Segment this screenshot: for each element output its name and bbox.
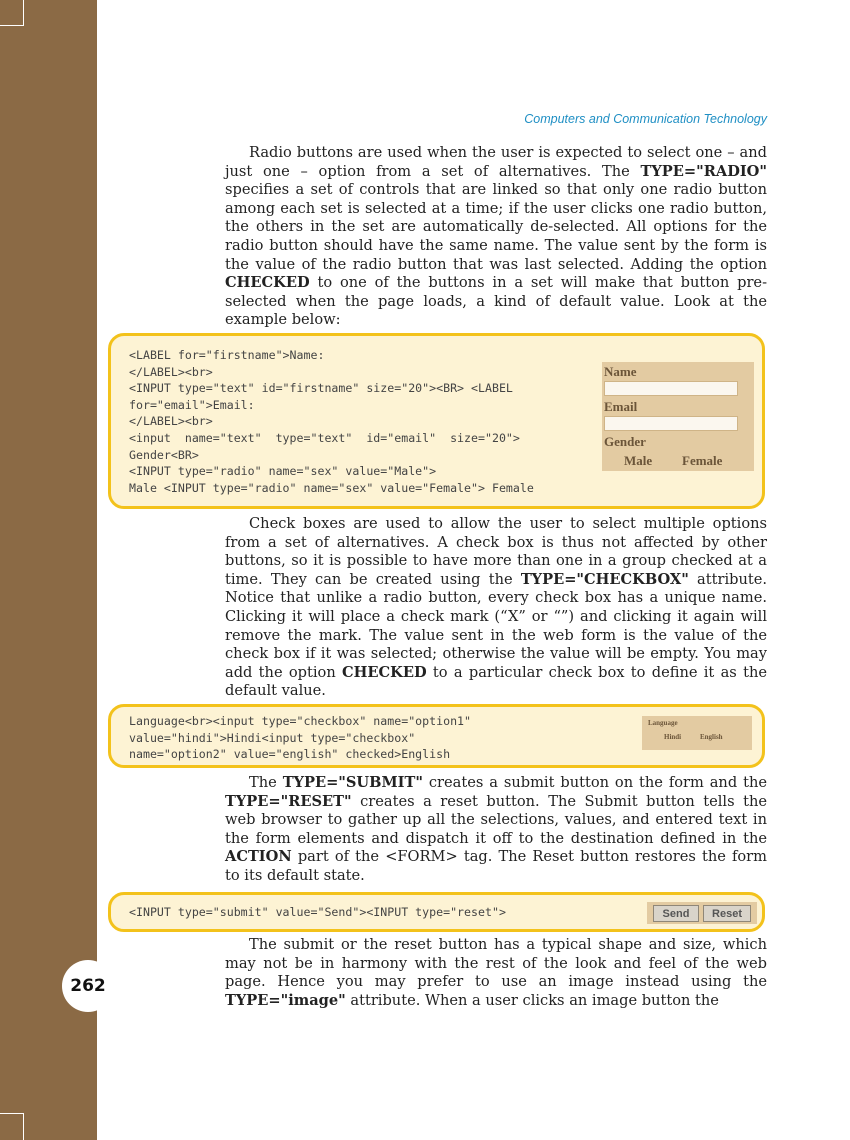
- english-option: English: [700, 733, 723, 741]
- language-label: Language: [648, 719, 678, 727]
- paragraph-submit-reset: The TYPE="SUBMIT" creates a submit button on the form and the TYPE="RESET" creates a reset button. The Submit button tells the web browser to gather up all the selections, values, and entered text in the form elements and dispatch it off to the destination defined in the ACTION part of the <FORM> tag. The Reset button restores the form to its default state.: [225, 774, 767, 884]
- send-button-preview: Send: [653, 905, 699, 922]
- paragraph-radio-buttons: Radio buttons are used when the user is expected to select one – and just one – option from a set of alternatives. The TYPE="RADIO" specifies a set of controls that are linked so that only one radio button among each set is selected at a time; if the user clicks one radio button, the others in the set are automatically de-selected. All options for the radio button should have the same name. The value sent by the form is the value of the radio button that was last selected. Adding the option CHECKED to one of the buttons in a set will make that button pre-selected when the page loads, a kind of default value. Look at the example below:: [225, 144, 767, 329]
- gender-label: Gender: [604, 434, 646, 449]
- checkbox-preview-image: [642, 716, 752, 750]
- code-listing: <LABEL for="firstname">Name: </LABEL><br> <INPUT type="text" id="firstname" size="20"><BR> <LABEL for="email">Email: </LABEL><br> <input name="text" type="text" id="email" size="20"> Gender<BR> <INPUT type="radio" name="sex" value="Male"> Male <INPUT type="radio" name="sex" value="Female"> Female: [129, 348, 534, 495]
- running-header: Computers and Communication Technology: [524, 112, 767, 126]
- buttons-preview-image: [647, 902, 757, 924]
- email-label: Email: [604, 399, 638, 414]
- code-example-radio: [108, 333, 765, 509]
- hindi-option: Hindi: [664, 733, 682, 741]
- male-option: Male: [624, 453, 653, 468]
- email-field: [604, 416, 738, 431]
- name-field: [604, 381, 738, 396]
- female-option: Female: [682, 453, 723, 468]
- code-listing: <INPUT type="submit" value="Send"><INPUT type="reset">: [129, 905, 506, 919]
- page-number: 262: [62, 960, 114, 1012]
- paragraph-image-button: The submit or the reset button has a typical shape and size, which may not be in harmony with the rest of the look and feel of the web page. Hence you may prefer to use an image instead using the TYPE="image" attribute. When a user clicks an image button the: [225, 936, 767, 1009]
- crop-mark-bottom: [0, 1113, 24, 1140]
- reset-button-preview: Reset: [703, 905, 751, 922]
- crop-mark-top: [0, 0, 24, 26]
- code-example-checkbox: [108, 704, 765, 768]
- paragraph-check-boxes: Check boxes are used to allow the user to select multiple options from a set of alternatives. A check box is thus not affected by other buttons, so it is possible to have more than one in a group checked at a time. They can be created using the TYPE="CHECKBOX" attribute. Notice that unlike a radio button, every check box has a unique name. Clicking it will place a check mark (“X” or “”) and clicking it again will remove the mark. The value sent in the web form is the value of the check box if it was selected; otherwise the value will be empty. You may add the option CHECKED to a particular check box to define it as the default value.: [225, 515, 767, 700]
- name-label: Name: [604, 364, 637, 379]
- form-preview-image: [602, 362, 754, 471]
- code-listing: Language<br><input type="checkbox" name="option1" value="hindi">Hindi<input type="checkbox" name="option2" value="english" checked>English: [129, 714, 472, 762]
- code-example-submit: [108, 892, 765, 932]
